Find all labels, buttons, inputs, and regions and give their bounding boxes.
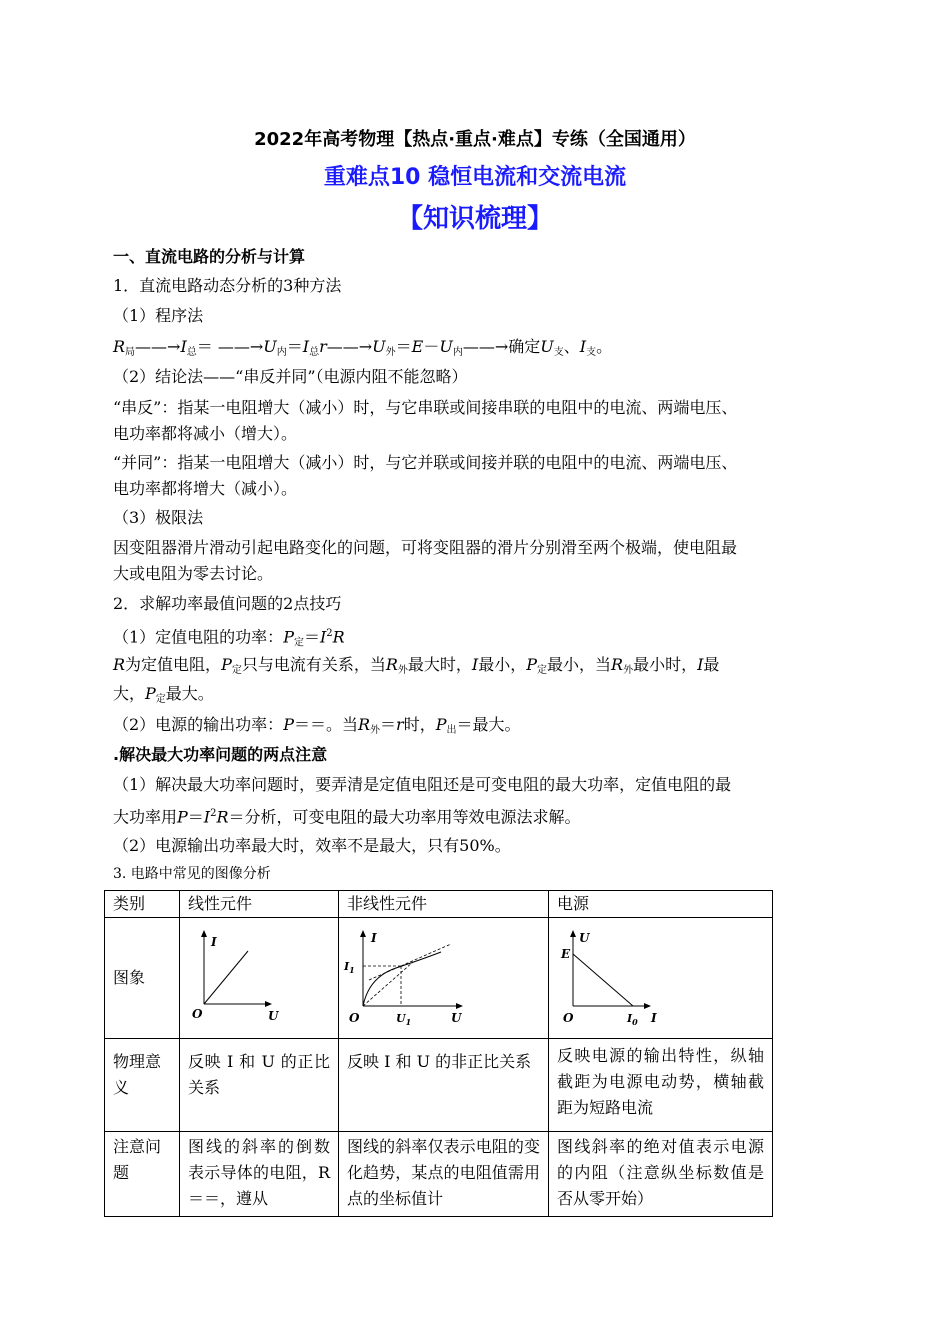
iv-curve (363, 952, 441, 1006)
ui-line (573, 954, 633, 1006)
paper-title: 2022年高考物理【热点·重点·难点】专练（全国通用） (254, 129, 696, 150)
nonlinear-iv-graph (341, 922, 546, 1026)
x-axis-arrow (644, 1003, 651, 1009)
paragraph: 大功率用$P=I^2R=$分析，可变电阻的最大功率用等效电源法求解。 (113, 807, 581, 827)
secant-line (363, 962, 413, 1006)
source-ui-graph (551, 922, 766, 1026)
paragraph: 电功率都将增大（减小）。 (113, 479, 298, 498)
paragraph: 因变阻器滑片滑动引起电路变化的问题，可将变阻器的滑片分别滑至两个极端，使电阻最 (113, 538, 738, 557)
y-axis-arrow (201, 930, 207, 937)
paragraph: 3. 电路中常见的图像分析 (113, 866, 271, 882)
paragraph: （3）极限法 (113, 508, 204, 527)
paragraph: （1）程序法 (113, 306, 204, 325)
paragraph: “并同”：指某一电阻增大（减小）时，与它并联或间接并联的电阻中的电流、两端电压、 (113, 453, 738, 472)
paragraph: （1）解决最大功率问题时，要弄清是定值电阻还是可变电阻的最大功率，定值电阻的最 (113, 775, 732, 794)
table-cell: 注意问题 (105, 1132, 180, 1217)
paragraph: 2．求解功率最值问题的2点技巧 (113, 594, 342, 613)
table-cell: 反映 I 和 U 的非正比关系 (339, 1039, 549, 1132)
table-header-row (105, 891, 773, 918)
emf-label: E (561, 947, 571, 961)
section-heading: 一、直流电路的分析与计算 (113, 247, 306, 266)
section-heading: .解决最大功率问题的两点注意 (113, 745, 328, 764)
table-cell: 图线的斜率的倒数表示导体的电阻，R＝＝，遵从 (180, 1132, 339, 1217)
program-formula: $R_局——\to I_总=$ $——\to U_内=I_总r——\to U_外=E-U_内——\to$确定$U_支$、$I_支$。 (113, 337, 613, 358)
table-row (105, 1132, 773, 1217)
table-cell: 物理意义 (105, 1039, 180, 1132)
iv-line (204, 951, 248, 1004)
table-cell: 反映 I 和 U 的正比关系 (180, 1039, 339, 1132)
topic-title: 重难点10 稳恒电流和交流电流 (323, 165, 627, 190)
table-header-cell: 电源 (549, 891, 773, 918)
paragraph: （2）结论法——“串反并同”（电源内阻不能忽略） (113, 367, 468, 386)
paragraph: R为定值电阻，$P_定$只与电流有关系，当$R_外$最大时，I最小，$P_定$最小，当$R_外$最小时，I最 (113, 655, 720, 676)
table-cell (339, 918, 549, 1039)
paragraph: （2）电源输出功率最大时，效率不是最大，只有50%。 (113, 836, 511, 855)
u1-label: $U_1$ (396, 1012, 412, 1026)
origin-label: O (192, 1007, 203, 1021)
table-cell: 图线斜率的绝对值表示电源的内阻（注意纵坐标数值是否从零开始） (549, 1132, 773, 1217)
table-cell (180, 918, 339, 1039)
y-axis-arrow (360, 930, 366, 937)
table-header-cell: 类别 (105, 891, 180, 918)
i0-label: $I_0$ (627, 1012, 638, 1026)
table-row (105, 1039, 773, 1132)
linear-iv-graph (182, 922, 332, 1022)
table-cell: 反映电源的输出特性，纵轴截距为电源电动势，横轴截距为短路电流 (549, 1039, 773, 1132)
table-header-cell: 非线性元件 (339, 891, 549, 918)
y-axis-arrow (570, 930, 576, 937)
paragraph: 大，$P_定$最大。 (113, 684, 214, 705)
i1-label: $I_1$ (344, 960, 355, 975)
paragraph: 电功率都将减小（增大）。 (113, 424, 298, 443)
origin-label: O (563, 1011, 574, 1025)
x-axis-label: U (268, 1009, 279, 1022)
table-cell: 图线的斜率仅表示电阻的变化趋势，某点的电阻值需用点的坐标值计 (339, 1132, 549, 1217)
x-axis-label: I (651, 1011, 657, 1025)
section-banner: 【知识梳理】 (396, 204, 553, 234)
table-row (105, 918, 773, 1039)
table-cell (549, 918, 773, 1039)
table-cell: 图象 (105, 918, 180, 1039)
y-axis-label: I (211, 935, 217, 949)
paragraph: 大或电阻为零去讨论。 (113, 564, 274, 583)
paragraph: 1．直流电路动态分析的3种方法 (113, 276, 342, 295)
origin-label: O (349, 1011, 360, 1025)
x-axis-label: U (451, 1011, 462, 1025)
paragraph: （2）电源的输出功率：P＝＝。当$R_外=r$时，$P_出=$最大。 (113, 715, 521, 736)
graph-analysis-table (104, 890, 773, 1217)
paragraph: （1）定值电阻的功率：$P_定=I^2R$ (113, 627, 345, 649)
x-axis-arrow (265, 1001, 272, 1007)
table-header-cell: 线性元件 (180, 891, 339, 918)
paragraph: “串反”：指某一电阻增大（减小）时，与它串联或间接串联的电阻中的电流、两端电压、 (113, 398, 738, 417)
y-axis-label: I (371, 931, 377, 945)
y-axis-label: U (579, 931, 590, 945)
x-axis-arrow (456, 1003, 463, 1009)
tangent-line (369, 944, 451, 980)
